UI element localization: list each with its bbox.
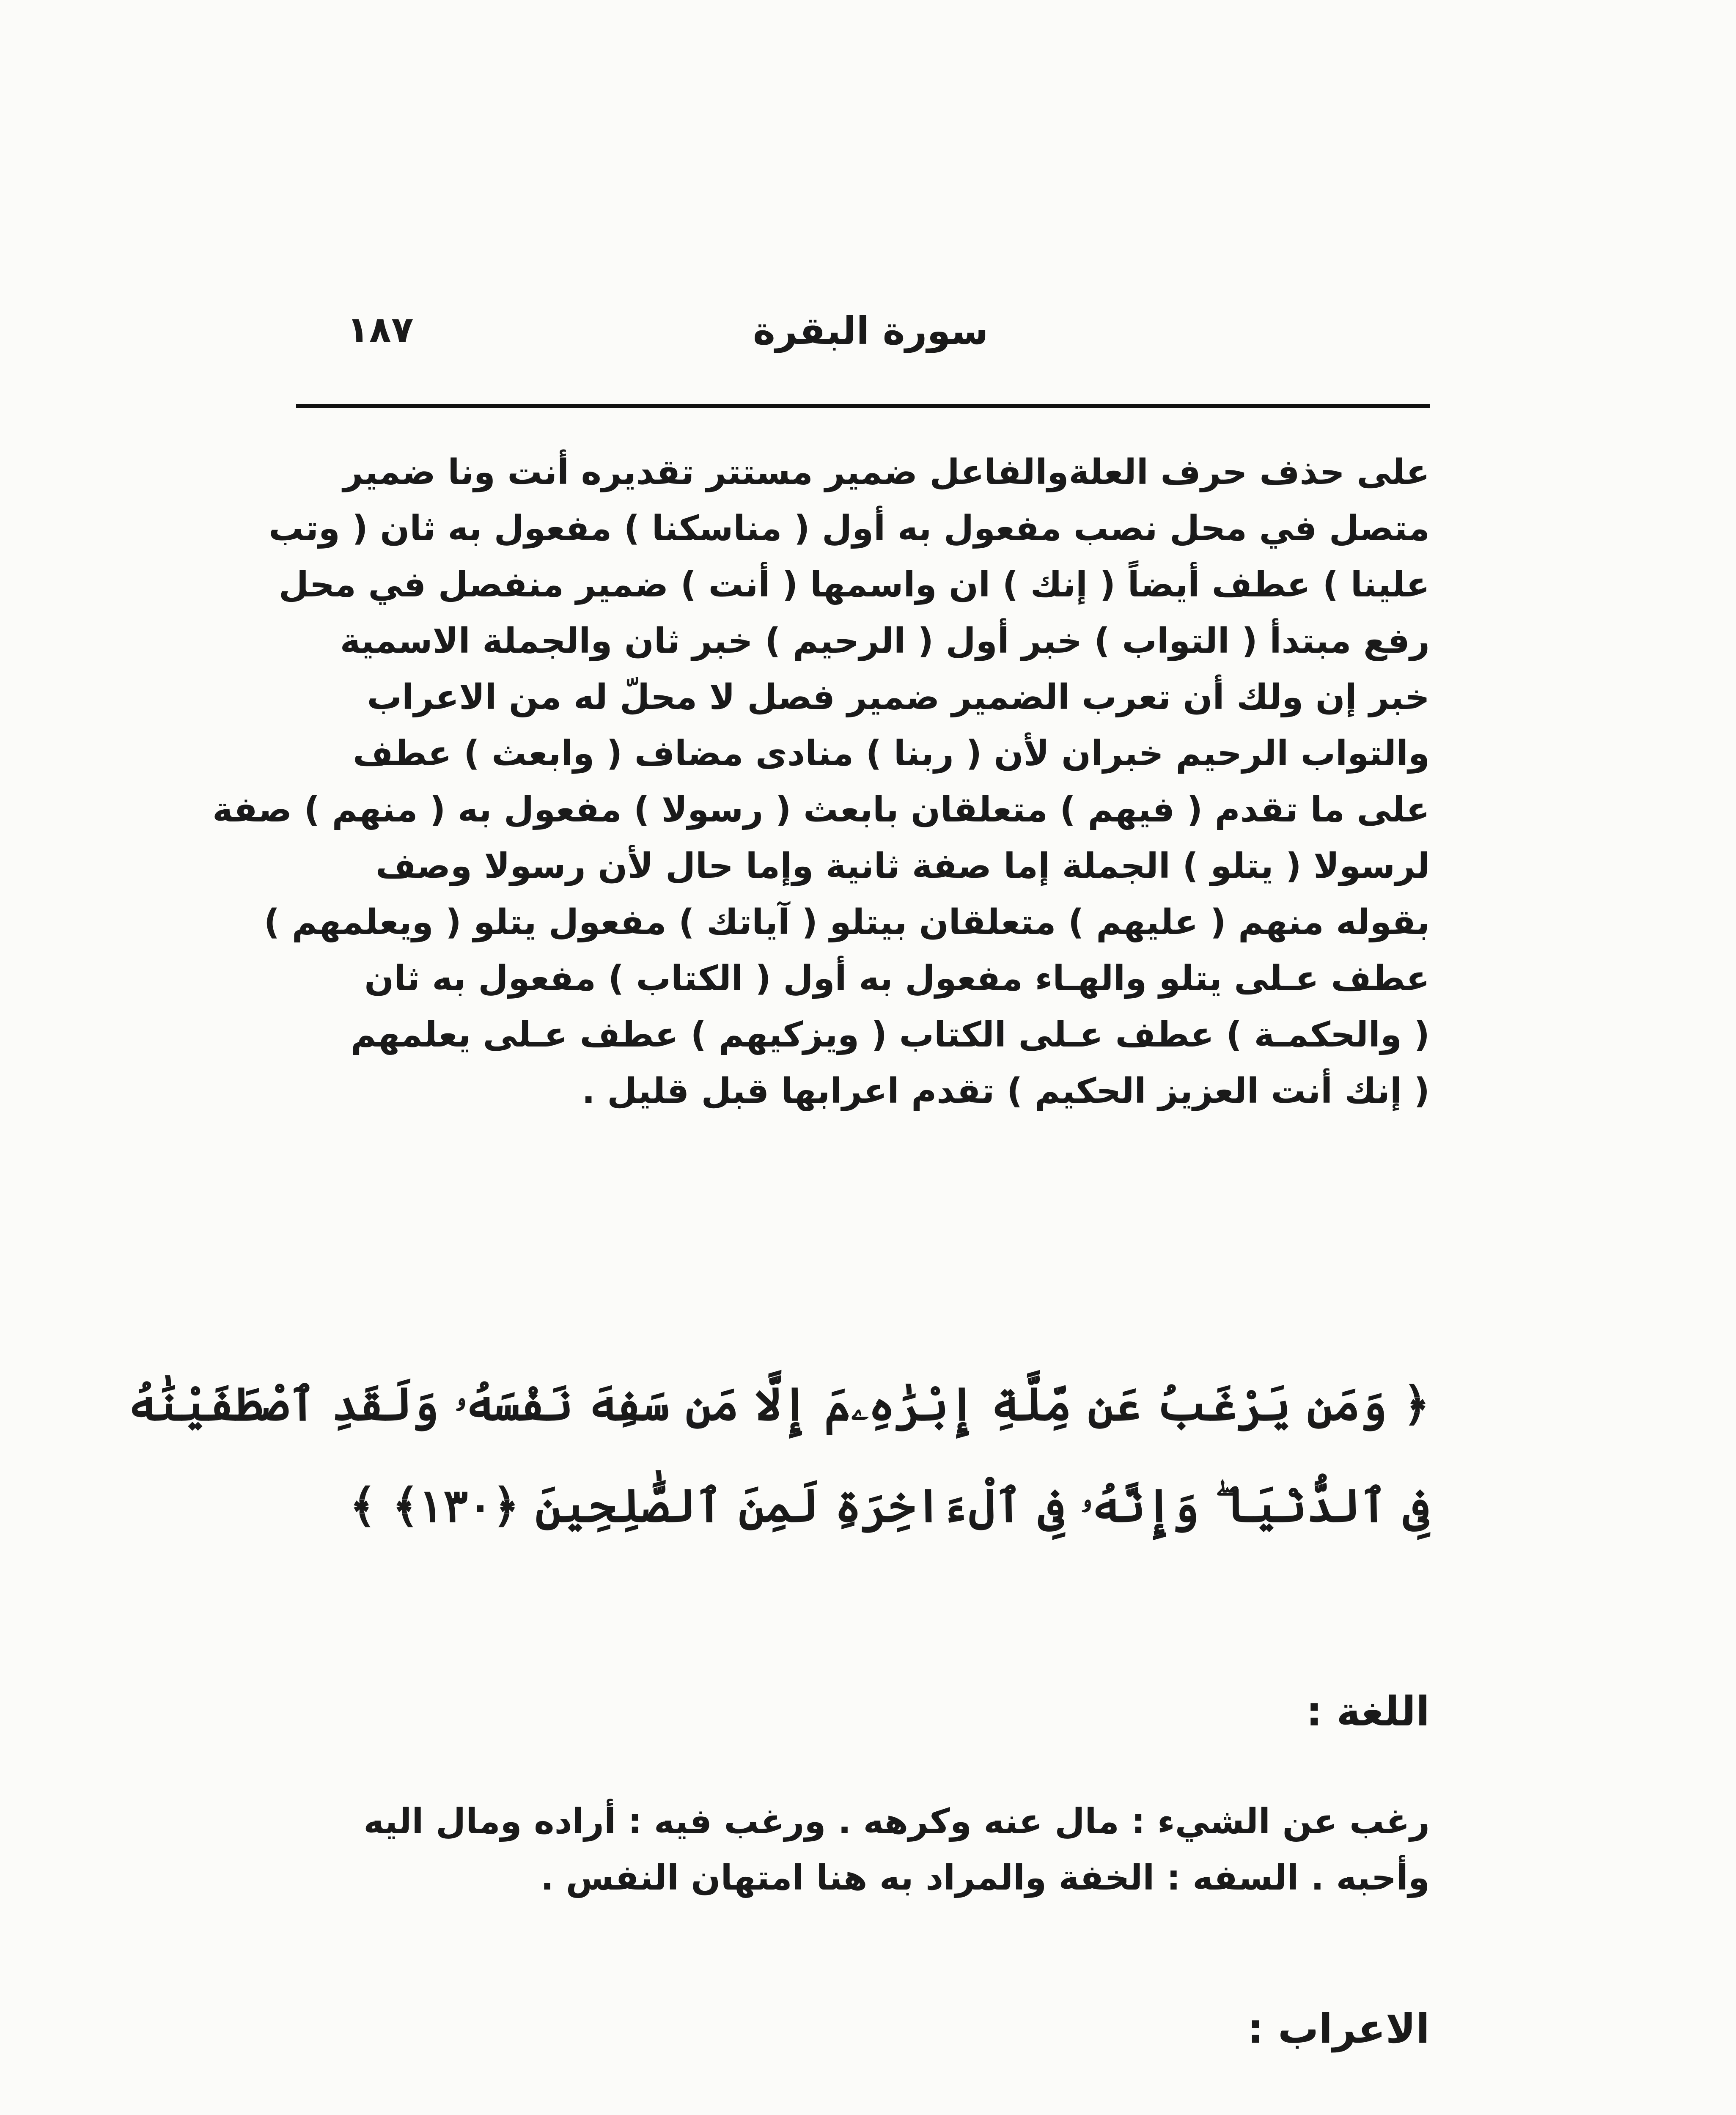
lugha-paragraph <box>296 1794 1430 1906</box>
text-line: ( والحكمـة ) عطف عـلى الكتاب ( ويزكيهم ) عطف عـلى يعلمهم <box>351 1015 1430 1055</box>
header-rule <box>296 404 1430 408</box>
text-line: لرسولا ( يتلو ) الجملة إما صفة ثانية وإما حال لأن رسولا وصف <box>376 846 1430 886</box>
lugha-heading: اللغة : <box>1306 1688 1430 1735</box>
text-line: رغب عن الشيء : مال عنه وكرهه . ورغب فيه : أراده ومال اليه <box>363 1802 1430 1842</box>
text-line: على ما تقدم ( فيهم ) متعلقان بابعث ( رسولا ) مفعول به ( منهم ) صفة <box>212 790 1430 830</box>
verse-line: ﴿ وَمَن يَرْغَبُ عَن مِّلَّةِ إِبْرَٰهِۦمَ إِلَّا مَن سَفِهَ نَفْسَهُۥ وَلَقَدِ ٱصْطَفَيْنَٰهُ <box>128 1378 1430 1431</box>
text-line: على حذف حرف العلةوالفاعل ضمير مستتر تقديره أنت ونا ضمير <box>343 452 1430 492</box>
text-line: والتواب الرحيم خبران لأن ( ربنا ) منادى مضاف ( وابعث ) عطف <box>353 733 1430 774</box>
text-line: عطف عـلى يتلو والهـاء مفعول به أول ( الكتاب ) مفعول به ثان <box>364 959 1430 999</box>
paragraph-irab-continued <box>212 444 1430 1119</box>
irab-heading: الاعراب : <box>1247 2005 1430 2052</box>
text-line: بقوله منهم ( عليهم ) متعلقان بيتلو ( آياتك ) مفعول يتلو ( ويعلمهم ) <box>264 902 1430 942</box>
page-header <box>296 309 1430 372</box>
verse-line: فِى ٱلدُّنْيَا ۖ وَإِنَّهُۥ فِى ٱلْءَاخِرَةِ لَمِنَ ٱلصَّٰلِحِينَ ﴿١٣٠﴾ ﴾ <box>349 1479 1430 1533</box>
text-line: رفع مبتدأ ( التواب ) خبر أول ( الرحيم ) خبر ثان والجملة الاسمية <box>340 621 1430 661</box>
text-line: وأحبه . السفه : الخفة والمراد به هنا امتهان النفس . <box>540 1858 1430 1898</box>
running-title: سورة البقرة <box>753 309 989 353</box>
text-line: علينا ) عطف أيضاً ( إنك ) ان واسمها ( أنت ) ضمير منفصل في محل <box>278 565 1430 605</box>
quran-verse <box>128 1354 1430 1557</box>
text-line: خبر إن ولك أن تعرب الضمير ضمير فصل لا محلّ له من الاعراب <box>367 677 1430 717</box>
page-number: ١٨٧ <box>347 309 414 351</box>
text-line: متصل في محل نصب مفعول به أول ( مناسكنا ) مفعول به ثان ( وتب <box>269 508 1430 549</box>
text-line: ( إنك أنت العزيز الحكيم ) تقدم اعرابها قبل قليل . <box>582 1071 1430 1111</box>
